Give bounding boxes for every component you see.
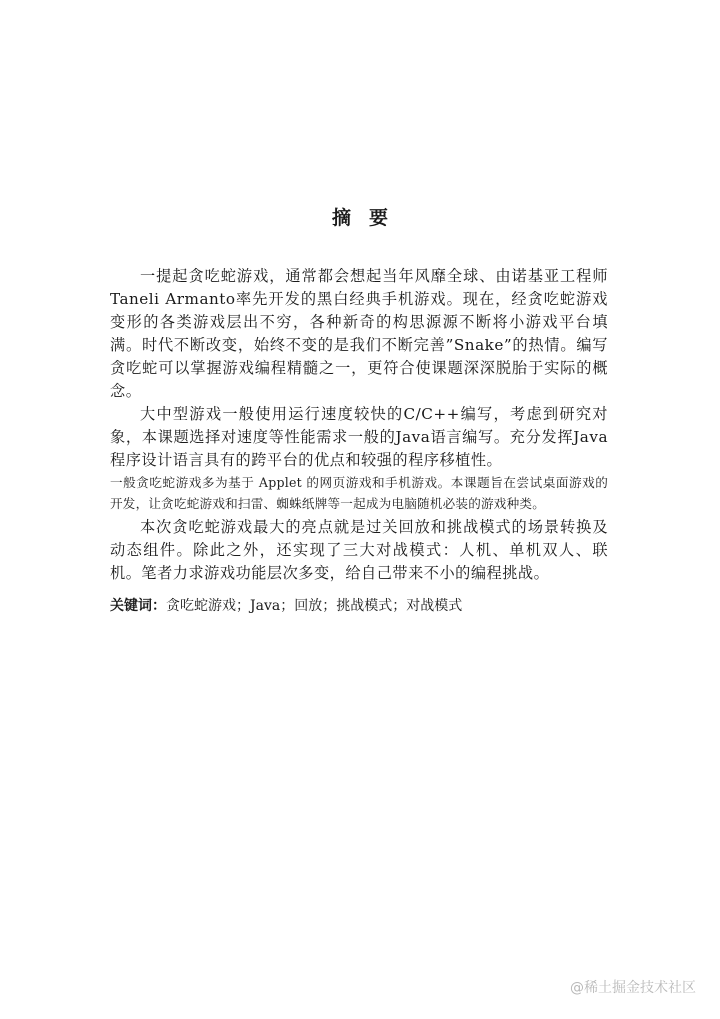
abstract-body	[110, 265, 608, 585]
paragraph-4: 本次贪吃蛇游戏最大的亮点就是过关回放和挑战模式的场景转换及动态组件。除此之外，还实现了三大对战模式：人机、单机双人、联机。笔者力求游戏功能层次多变，给自己带来不小的编程挑战。	[110, 518, 608, 582]
keywords-value: 贪吃蛇游戏；Java；回放；挑战模式；对战模式	[166, 598, 463, 614]
watermark: @稀土掘金技术社区	[570, 980, 696, 996]
page-title: 摘要	[331, 207, 406, 229]
keywords-label: 关键词：	[110, 598, 166, 614]
paragraph-1: 一提起贪吃蛇游戏，通常都会想起当年风靡全球、由诺基亚工程师Taneli Armanto率先开发的黑白经典手机游戏。现在，经贪吃蛇游戏变形的各类游戏层出不穷，各种新奇的构思源源不断将小游戏平台填满。时代不断改变，始终不变的是我们不断完善”Snake”的热情。编写贪吃蛇可以掌握游戏编程精髓之一，更符合使课题深深脱胎于实际的概念。	[110, 267, 608, 400]
paragraph-2: 大中型游戏一般使用运行速度较快的C/C++编写，考虑到研究对象，本课题选择对速度等性能需求一般的Java语言编写。充分发挥Java程序设计语言具有的跨平台的优点和较强的程序移植性。	[110, 405, 608, 469]
paragraph-3: 一般贪吃蛇游戏多为基于 Applet 的网页游戏和手机游戏。本课题旨在尝试桌面游戏的开发，让贪吃蛇游戏和扫雷、蜘蛛纸牌等一起成为电脑随机必装的游戏种类。	[110, 475, 608, 511]
keywords-line	[110, 595, 462, 615]
